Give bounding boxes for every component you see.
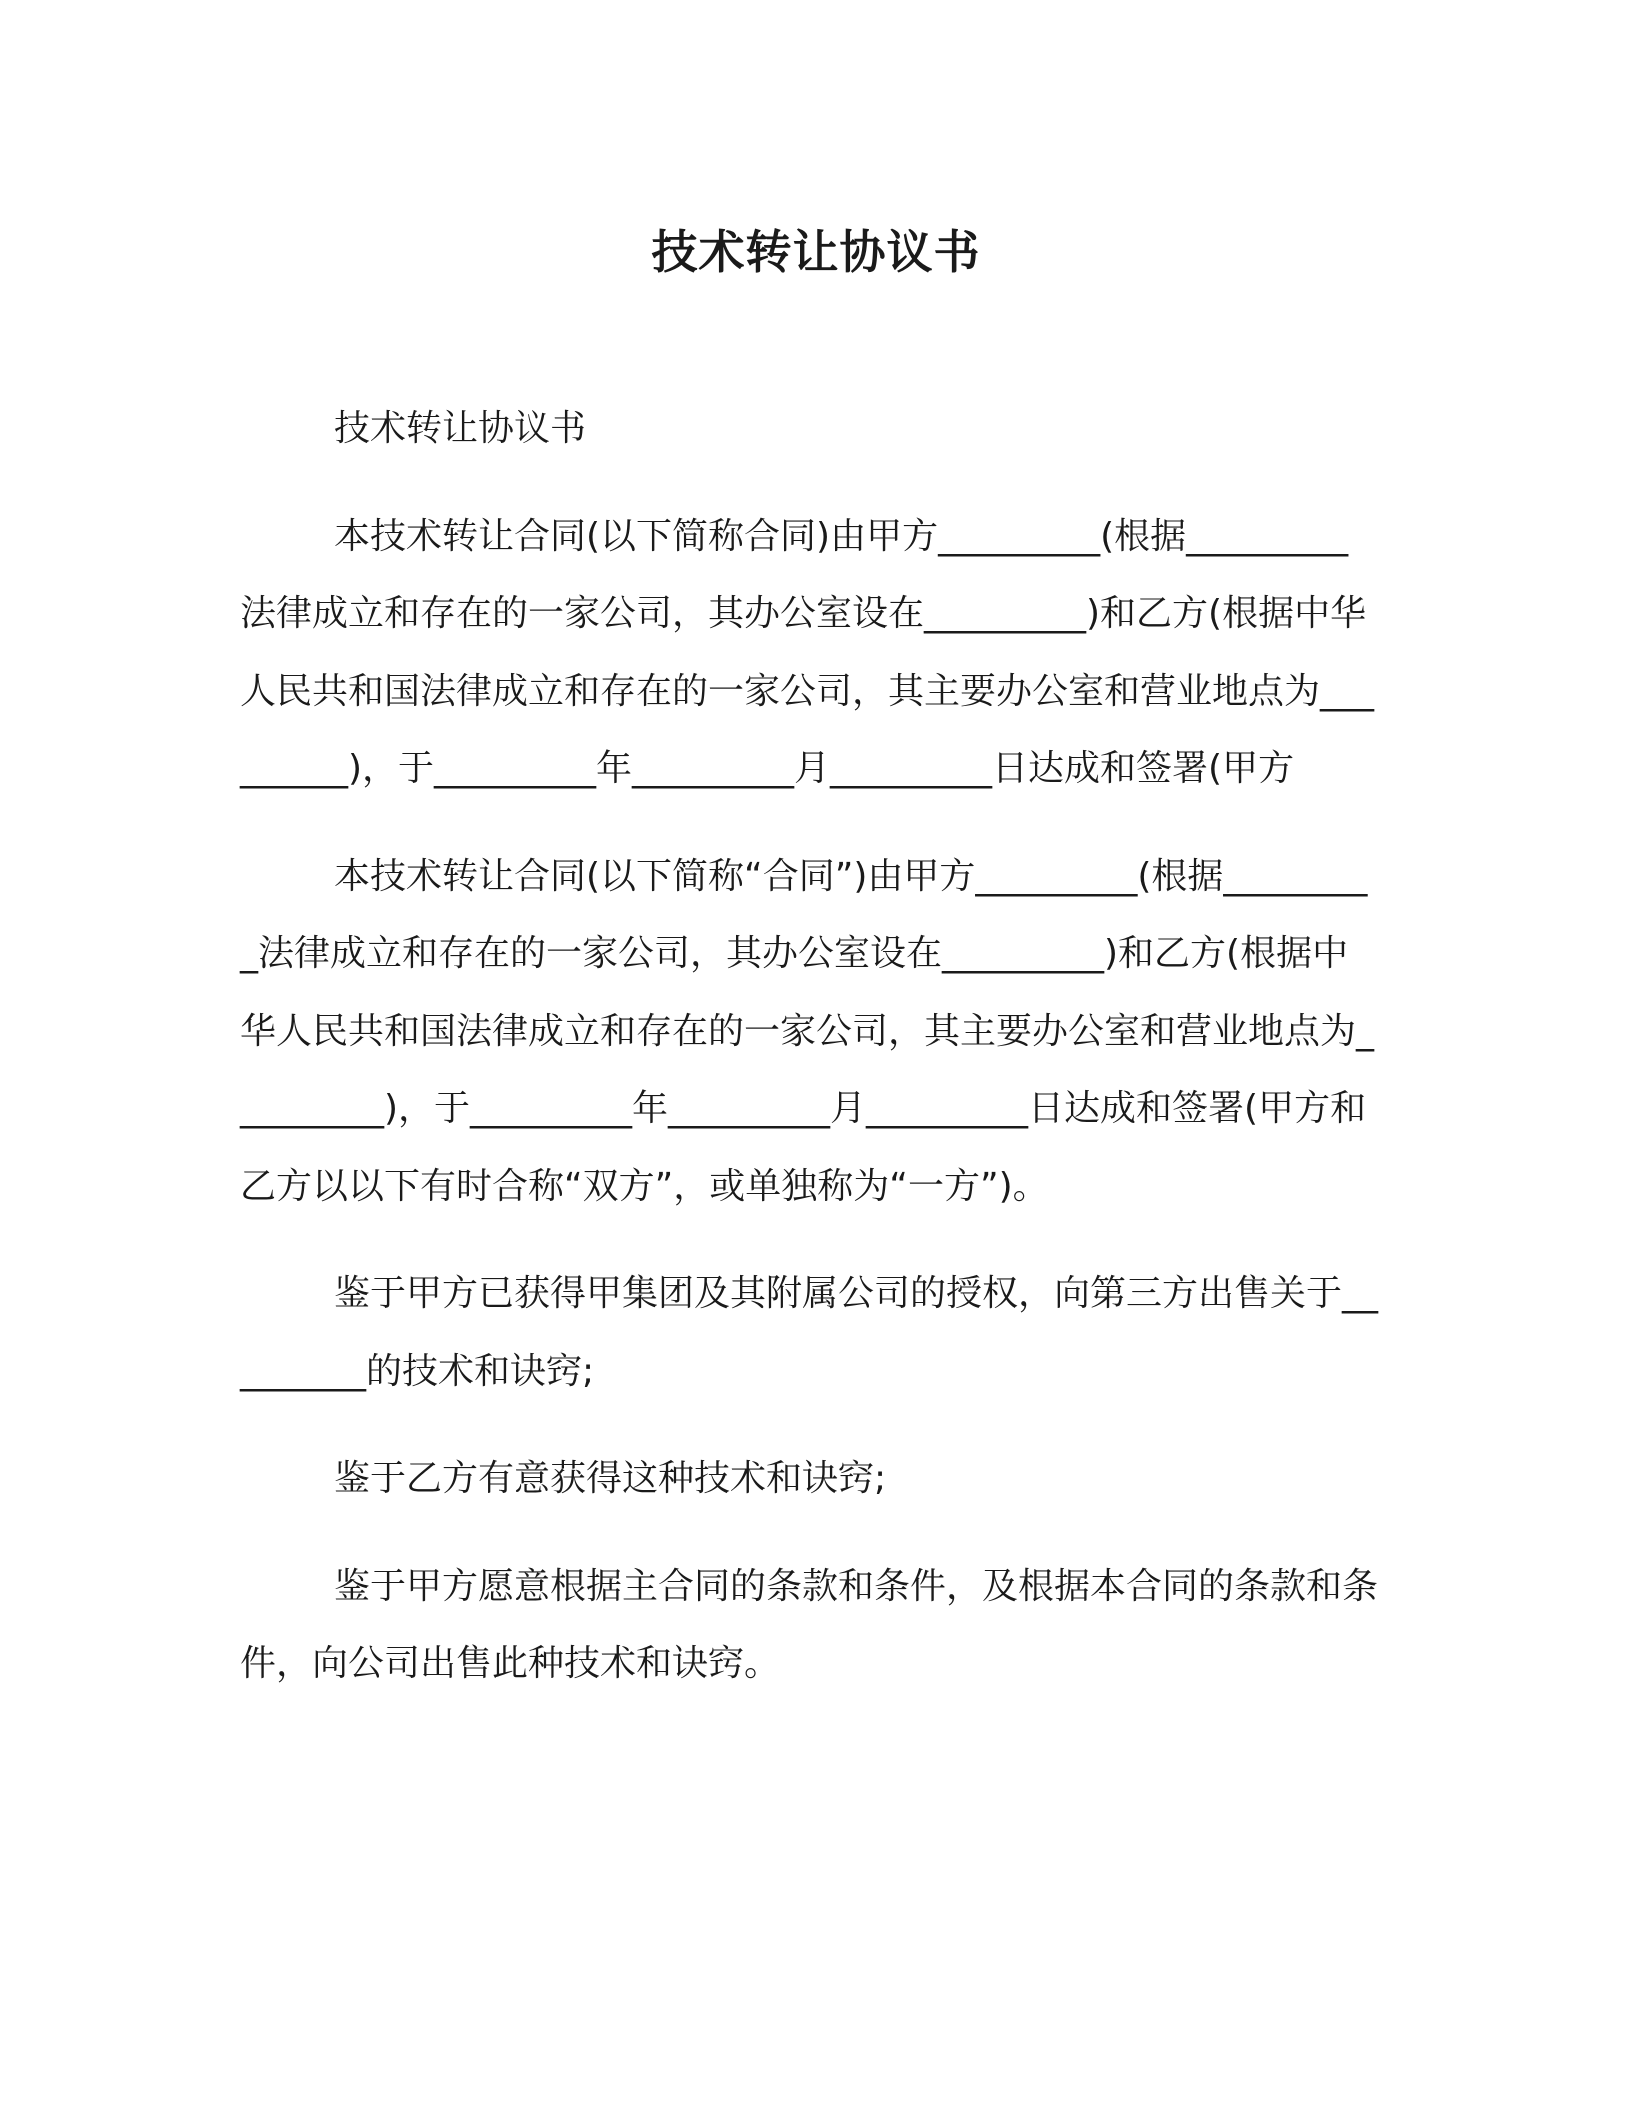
document-title: 技术转让协议书 [651, 225, 981, 279]
paragraph-5: 鉴于甲方愿意根据主合同的条款和条件，及根据本合同的条款和条件，向公司出售此种技术和诀窍。 [240, 1565, 1379, 1684]
document-body [240, 390, 1380, 1703]
paragraph-3: 鉴于甲方已获得甲集团及其附属公司的授权，向第三方出售关于_________的技术和诀窍; [240, 1273, 1379, 1392]
paragraph-2: 本技术转让合同(以下简称“合同”)由甲方_________(根据_________法律成立和存在的一家公司，其办公室设在_________)和乙方(根据中华人民共和国法律成立和存在的一家公司，其主要办公室和营业地点为_________)，于_________年_________月_________日达成和签署(甲方和乙方以以下有时合称“双方”，或单独称为“一方”)。 [240, 855, 1375, 1207]
paragraph-1: 本技术转让合同(以下简称合同)由甲方_________(根据_________法律成立和存在的一家公司，其办公室设在_________)和乙方(根据中华人民共和国法律成立和存在的一家公司，其主要办公室和营业地点为_________)，于_________年_________月_________日达成和签署(甲方 [240, 515, 1375, 789]
document-subtitle: 技术转让协议书 [334, 408, 587, 449]
paragraph-4: 鉴于乙方有意获得这种技术和诀窍; [334, 1458, 887, 1499]
